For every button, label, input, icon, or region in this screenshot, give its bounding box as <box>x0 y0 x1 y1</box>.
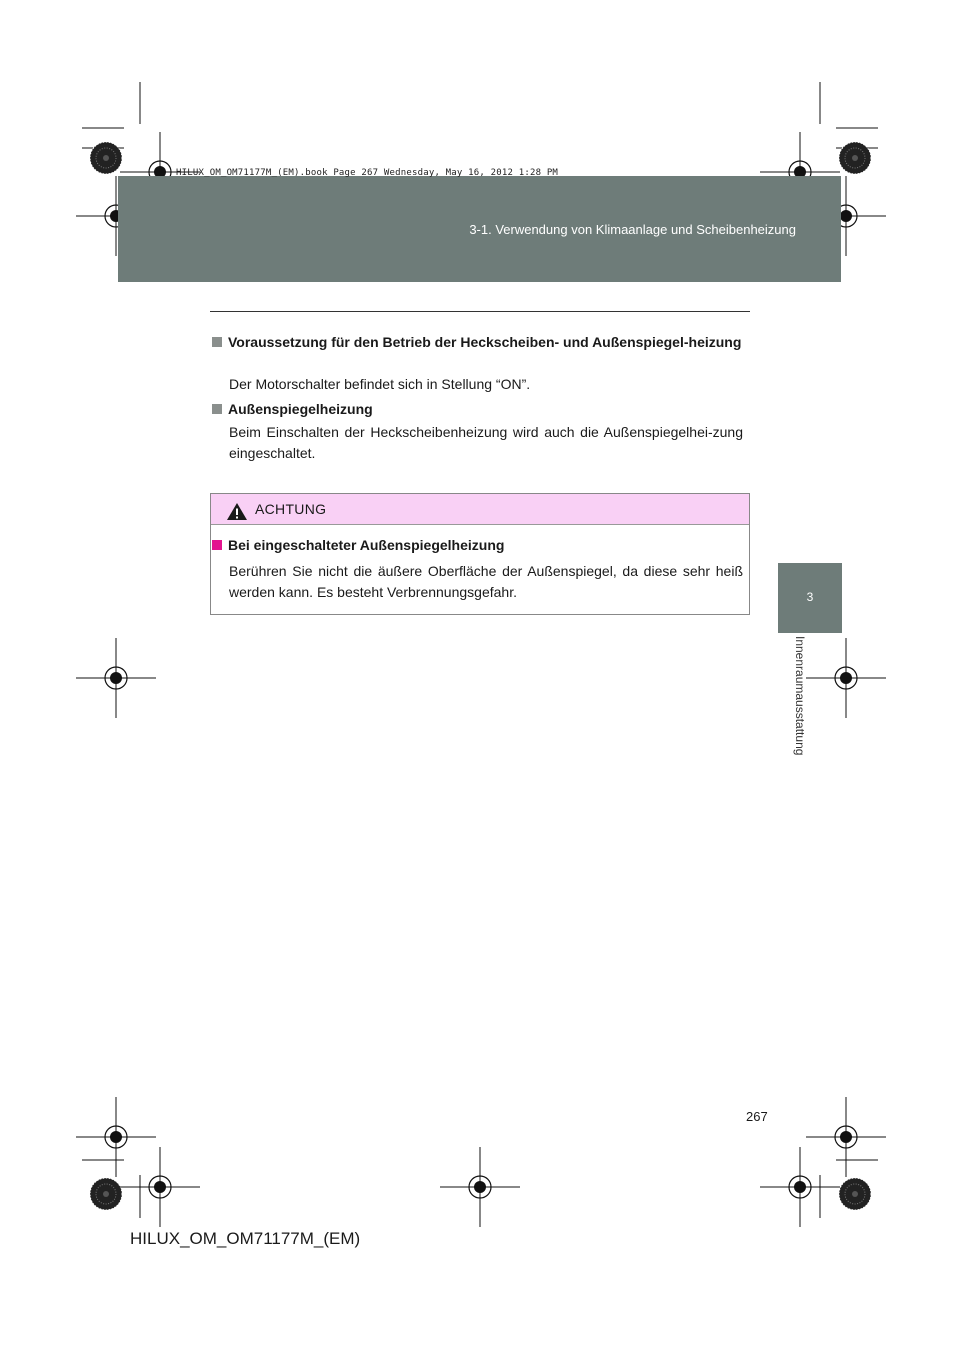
item-heading <box>212 332 747 353</box>
square-bullet-icon <box>212 404 222 414</box>
chapter-label: Innenraumausstattung <box>793 636 807 756</box>
square-bullet-icon <box>212 540 222 550</box>
item-heading <box>212 399 747 420</box>
doc-code: HILUX_OM_OM71177M_(EM) <box>130 1229 361 1248</box>
page-number: 267 <box>746 1109 768 1124</box>
item-text: Beim Einschalten der Heckscheibenheizung wird auch die Außenspiegelhei-zung eingeschaltet. <box>229 424 743 461</box>
warning-text: Berühren Sie nicht die äußere Oberfläche der Außenspiegel, da diese sehr heiß werden kann. Es besteht Verbrennungsgefahr. <box>229 563 743 600</box>
item-text: Der Motorschalter befindet sich in Stellung “ON”. <box>229 376 531 392</box>
warning-triangle-icon <box>226 502 248 521</box>
warning-heading <box>212 535 747 556</box>
content-top-rule <box>210 311 750 312</box>
chapter-number: 3 <box>806 590 814 604</box>
book-stamp: HILUX_OM_OM71177M_(EM).book Page 267 Wednesday, May 16, 2012 1:28 PM <box>176 168 559 178</box>
section-title: 3-1. Verwendung von Klimaanlage und Scheibenheizung <box>469 222 796 237</box>
item-heading-text: Voraussetzung für den Betrieb der Heckscheiben- und Außenspiegel-heizung <box>228 334 742 350</box>
warning-title: ACHTUNG <box>255 501 327 517</box>
square-bullet-icon <box>212 337 222 347</box>
item-heading-text: Außenspiegelheizung <box>228 401 373 417</box>
warning-heading-text: Bei eingeschalteter Außenspiegelheizung <box>228 537 505 553</box>
